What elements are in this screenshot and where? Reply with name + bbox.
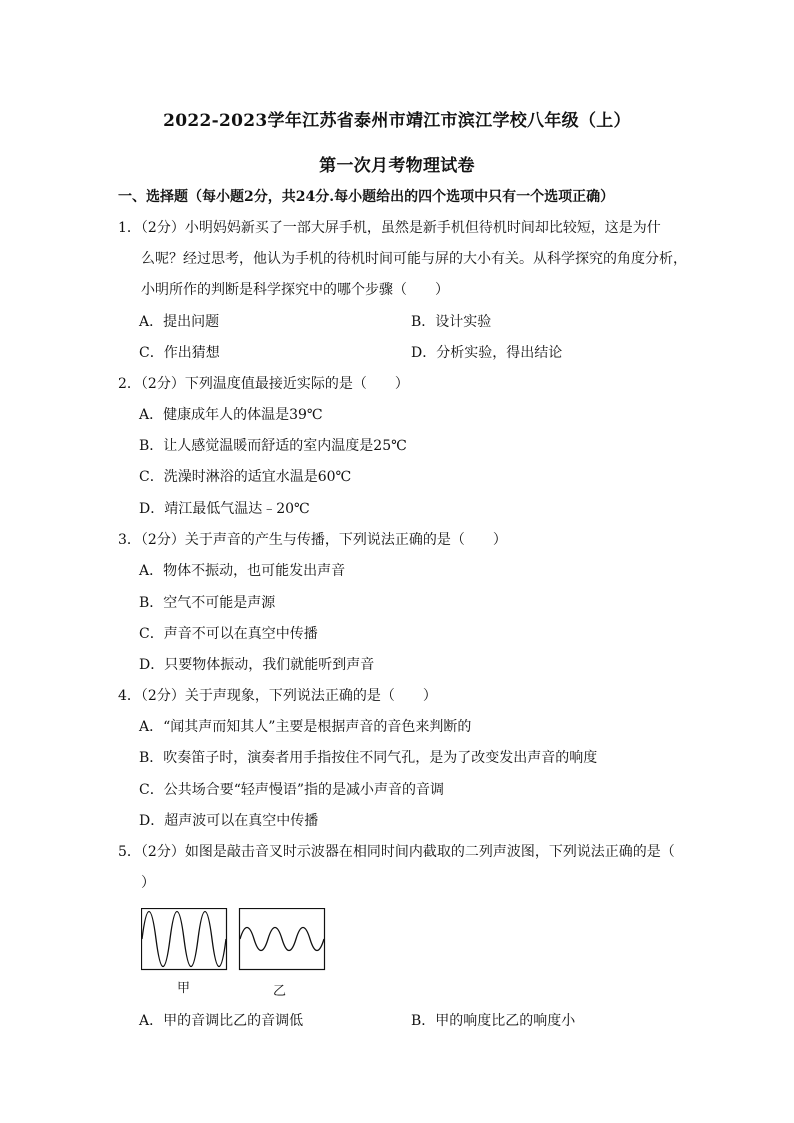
question-4-option-d: D．超声波可以在真空中传播: [139, 813, 319, 829]
question-5-option-b: B．甲的响度比乙的响度小: [411, 1013, 576, 1029]
figure-label-jia: 甲: [177, 981, 191, 996]
question-2-option-b: B．让人感觉温暖而舒适的室内温度是25℃: [139, 438, 407, 454]
question-4-option-a: A．“闻其声而知其人”主要是根据声音的音色来判断的: [139, 719, 472, 735]
question-1-option-b: B．设计实验: [411, 314, 492, 330]
question-4-option-c: C．公共场合要“轻声慢语”指的是减小声音的音调: [139, 782, 445, 798]
question-5-option-a: A．甲的音调比乙的音调低: [139, 1013, 304, 1029]
question-4-stem: 4．（2分）关于声现象，下列说法正确的是（ ）: [118, 688, 437, 704]
exam-title-line1: 2022-2023学年江苏省泰州市靖江市滨江学校八年级（上）: [163, 111, 631, 131]
question-1-stem-line-2: 么呢？经过思考，他认为手机的待机时间可能与屏的大小有关。从科学探究的角度分析，: [141, 251, 687, 267]
question-2-stem: 2．（2分）下列温度值最接近实际的是（ ）: [118, 376, 409, 392]
question-2-option-c: C．洗澡时淋浴的适宜水温是60℃: [139, 469, 352, 485]
question-1-option-c: C．作出猜想: [139, 345, 220, 361]
question-3-option-d: D．只要物体振动，我们就能听到声音: [139, 657, 375, 673]
question-3-stem: 3．（2分）关于声音的产生与传播，下列说法正确的是（ ）: [118, 532, 507, 548]
question-1-option-d: D．分析实验，得出结论: [411, 345, 563, 361]
question-3-option-a: A．物体不振动，也可能发出声音: [139, 563, 346, 579]
waveform-diagrams: [141, 908, 331, 974]
question-5-stem-line-1: 5．（2分）如图是敲击音叉时示波器在相同时间内截取的二列声波图，下列说法正确的是（: [118, 844, 675, 860]
waveform-yi-curve: [240, 928, 324, 951]
figure-label-yi: 乙: [273, 984, 287, 999]
waveform-figure: [141, 908, 331, 978]
question-1-option-a: A．提出问题: [139, 314, 220, 330]
waveform-jia-curve: [142, 912, 226, 967]
question-4-option-b: B．吹奏笛子时，演奏者用手指按住不同气孔，是为了改变发出声音的响度: [139, 750, 598, 766]
section-heading: 一、选择题（每小题2分，共24分.每小题给出的四个选项中只有一个选项正确）: [118, 189, 615, 205]
question-1-stem-line-1: 1．（2分）小明妈妈新买了一部大屏手机，虽然是新手机但待机时间却比较短，这是为什: [118, 220, 661, 236]
exam-title-line2: 第一次月考物理试卷: [319, 156, 475, 176]
question-1-stem-line-3: 小明所作的判断是科学探究中的哪个步骤（ ）: [141, 282, 449, 298]
question-5-stem-line-2: ）: [141, 875, 155, 891]
question-3-option-c: C．声音不可以在真空中传播: [139, 626, 318, 642]
question-3-option-b: B．空气不可能是声源: [139, 595, 276, 611]
question-2-option-a: A．健康成年人的体温是39℃: [139, 407, 323, 423]
question-2-option-d: D．靖江最低气温达﹣20℃: [139, 501, 310, 517]
